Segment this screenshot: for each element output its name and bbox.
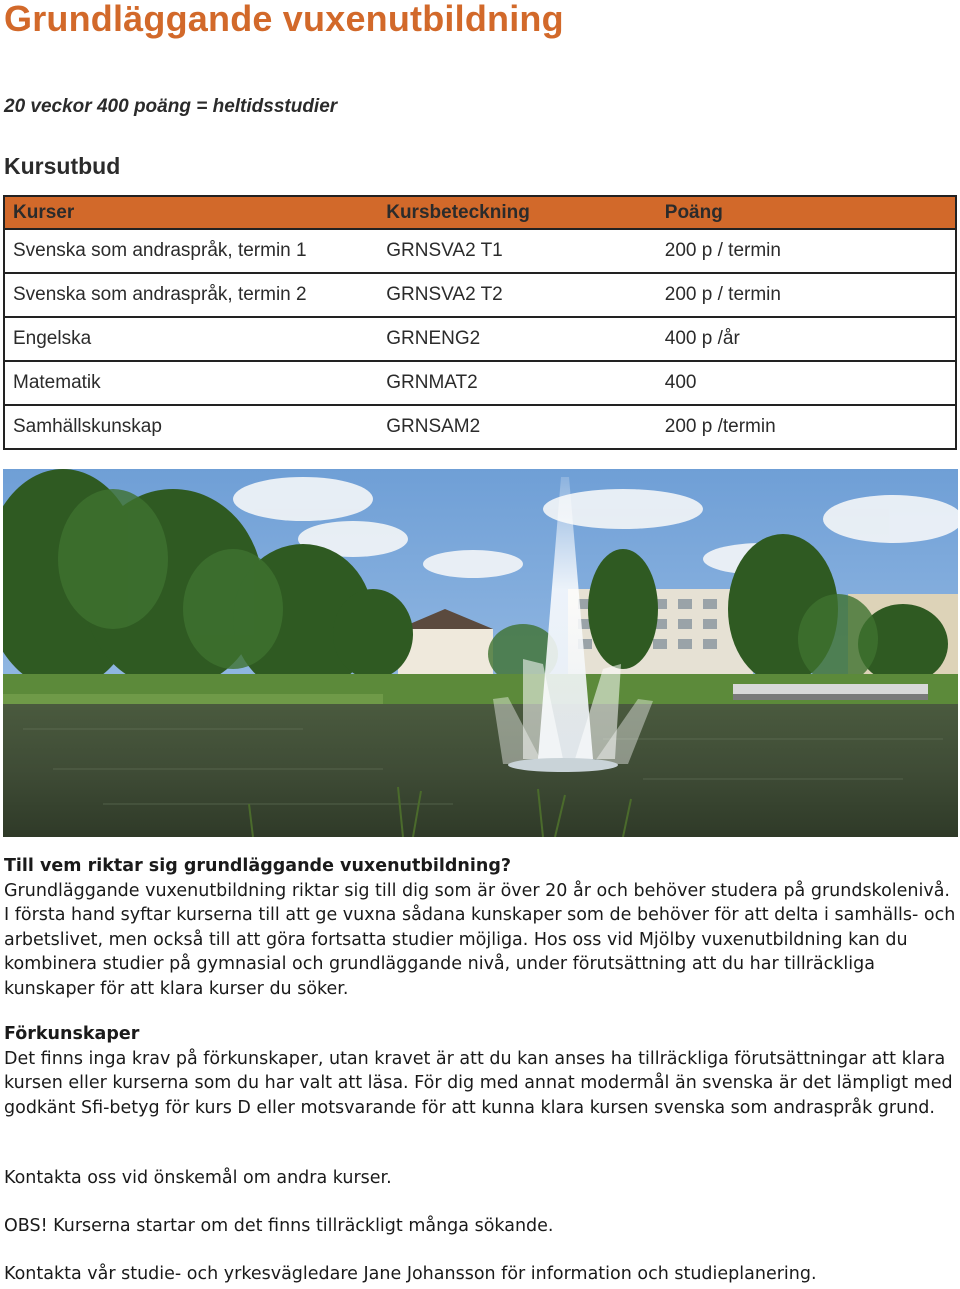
cell-points: 200 p /termin — [657, 405, 956, 449]
table-header-row — [4, 196, 956, 229]
contact-advisor-text: Kontakta vår studie- och yrkesvägledare Jane Johansson för information och studieplanering. — [4, 1264, 817, 1284]
cell-course: Engelska — [4, 317, 378, 361]
table-row — [4, 273, 956, 317]
cell-code: GRNMAT2 — [378, 361, 657, 405]
table-row — [4, 317, 956, 361]
paragraph-target-group: Grundläggande vuxenutbildning riktar sig till dig som är över 20 år och behöver studera på grundskolenivå. I första hand syftar kurserna till att ge vuxna sådana kunskaper som de behöver för att delta i samhälls- och arbetslivet, men också till att göra fortsatta studier möjliga. Hos oss vid Mjölby vuxenutbildning kan du kombinera studier på gymnasial och grundläggande nivå, under förutsättning att du har tillräckliga kunskaper för att klara kurser du söker. — [4, 880, 956, 999]
column-header-kursbeteckning: Kursbeteckning — [378, 196, 657, 229]
paragraph-prerequisites: Det finns inga krav på förkunskaper, utan kravet är att du kan anses ha tillräckliga förutsättningar att klara kursen eller kurserna som du har valt att läsa. För dig med annat modermål än svenska är det lämpligt med godkänt Sfi-betyg för kurs D eller motsvarande för att kunna klara kursen svenska som andraspråk grund. — [4, 1048, 953, 1118]
table-row — [4, 405, 956, 449]
cell-course: Svenska som andraspråk, termin 1 — [4, 229, 378, 273]
column-header-poang: Poäng — [657, 196, 956, 229]
contact-courses-text: Kontakta oss vid önskemål om andra kurser. — [4, 1168, 392, 1188]
cell-code: GRNENG2 — [378, 317, 657, 361]
column-header-kurser: Kurser — [4, 196, 378, 229]
section-prerequisites — [4, 1022, 956, 1120]
heading-prerequisites: Förkunskaper — [4, 1024, 140, 1044]
section-target — [4, 854, 956, 1001]
heading-target-group: Till vem riktar sig grundläggande vuxenutbildning? — [4, 856, 511, 876]
cell-points: 200 p / termin — [657, 229, 956, 273]
course-table — [3, 195, 957, 450]
cell-points: 400 p /år — [657, 317, 956, 361]
cell-points: 400 — [657, 361, 956, 405]
section-heading-kursutbud: Kursutbud — [4, 153, 121, 179]
cell-course: Svenska som andraspråk, termin 2 — [4, 273, 378, 317]
cell-course: Matematik — [4, 361, 378, 405]
table-row — [4, 361, 956, 405]
obs-notice: OBS! Kurserna startar om det finns tillräckligt många sökande. — [4, 1216, 554, 1236]
page-subtitle: 20 veckor 400 poäng = heltidsstudier — [4, 96, 338, 117]
cell-points: 200 p / termin — [657, 273, 956, 317]
cell-code: GRNSVA2 T1 — [378, 229, 657, 273]
table-row — [4, 229, 956, 273]
cell-code: GRNSAM2 — [378, 405, 657, 449]
park-fountain-photo — [3, 469, 958, 837]
page-title: Grundläggande vuxenutbildning — [4, 0, 564, 39]
cell-course: Samhällskunskap — [4, 405, 378, 449]
cell-code: GRNSVA2 T2 — [378, 273, 657, 317]
